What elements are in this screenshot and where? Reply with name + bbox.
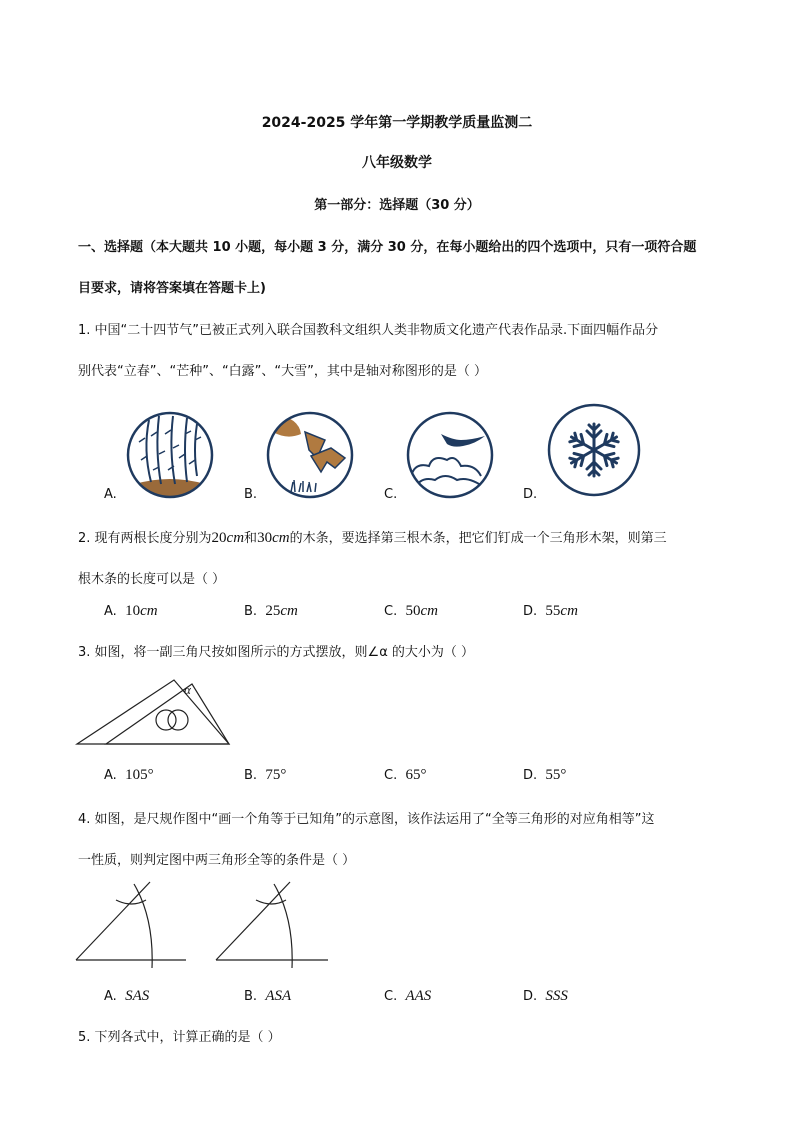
section-instruction-line1: 一、选择题（本大题共 10 小题，每小题 3 分，满分 30 分，在每小题给出的四个选项中，只有一项符合题 bbox=[78, 240, 697, 255]
q2-stem-line1: 2. 现有两根长度分别为20cm和30cm的木条，要选择第三根木条，把它们钉成一个三角形木架，则第三 bbox=[78, 530, 667, 546]
q2-stem-line2: 根木条的长度可以是（ ） bbox=[78, 572, 226, 587]
goose-cloud-icon bbox=[405, 410, 495, 500]
willow-icon bbox=[125, 410, 215, 500]
q3-option-d: D. 55° bbox=[523, 767, 567, 783]
snowflake-icon bbox=[546, 402, 642, 498]
q1-option-c-label: C. bbox=[384, 487, 398, 502]
section-instruction-line2: 目要求，请将答案填在答题卡上) bbox=[78, 281, 266, 296]
q2-option-a: A. 10cm bbox=[104, 603, 158, 619]
compass-construction-figure bbox=[74, 878, 334, 970]
q4-stem-line2: 一性质，则判定图中两三角形全等的条件是（ ） bbox=[78, 853, 356, 868]
q5-stem: 5. 下列各式中，计算正确的是（ ） bbox=[78, 1030, 281, 1045]
alpha-label: α bbox=[184, 682, 191, 697]
q3-stem: 3. 如图，将一副三角尺按如图所示的方式摆放，则∠α 的大小为（ ） bbox=[78, 645, 475, 660]
q1-option-b-label: B. bbox=[244, 487, 258, 502]
q4-option-a: A. SAS bbox=[104, 988, 150, 1004]
q3-option-c: C. 65° bbox=[384, 767, 427, 783]
q2-option-d: D. 55cm bbox=[523, 603, 578, 619]
q1-option-a-label: A. bbox=[104, 487, 117, 502]
q4-option-c: C. AAS bbox=[384, 988, 432, 1004]
part-title: 第一部分：选择题（30 分） bbox=[314, 198, 480, 213]
q2-option-b: B. 25cm bbox=[244, 603, 298, 619]
crop-field-icon bbox=[265, 410, 355, 500]
q4-option-d: D. SSS bbox=[523, 988, 568, 1004]
q1-option-d-label: D. bbox=[523, 487, 538, 502]
subject-title: 八年级数学 bbox=[362, 155, 432, 171]
q1-stem-line1: 1. 中国“二十四节气”已被正式列入联合国教科文组织人类非物质文化遗产代表作品录.下面四幅作品分 bbox=[78, 323, 659, 338]
q4-stem-line1: 4. 如图，是尺规作图中“画一个角等于已知角”的示意图，该作法运用了“全等三角形的对应角相等”这 bbox=[78, 812, 655, 827]
q1-stem-line2: 别代表“立春”、“芒种”、“白露”、“大雪”，其中是轴对称图形的是（ ） bbox=[78, 364, 488, 379]
exam-title: 2024-2025 学年第一学期教学质量监测二 bbox=[261, 115, 533, 131]
q4-option-b: B. ASA bbox=[244, 988, 292, 1004]
q3-option-a: A. 105° bbox=[104, 767, 154, 783]
triangle-rulers-figure bbox=[74, 676, 234, 748]
q2-option-c: C. 50cm bbox=[384, 603, 438, 619]
q3-option-b: B. 75° bbox=[244, 767, 287, 783]
